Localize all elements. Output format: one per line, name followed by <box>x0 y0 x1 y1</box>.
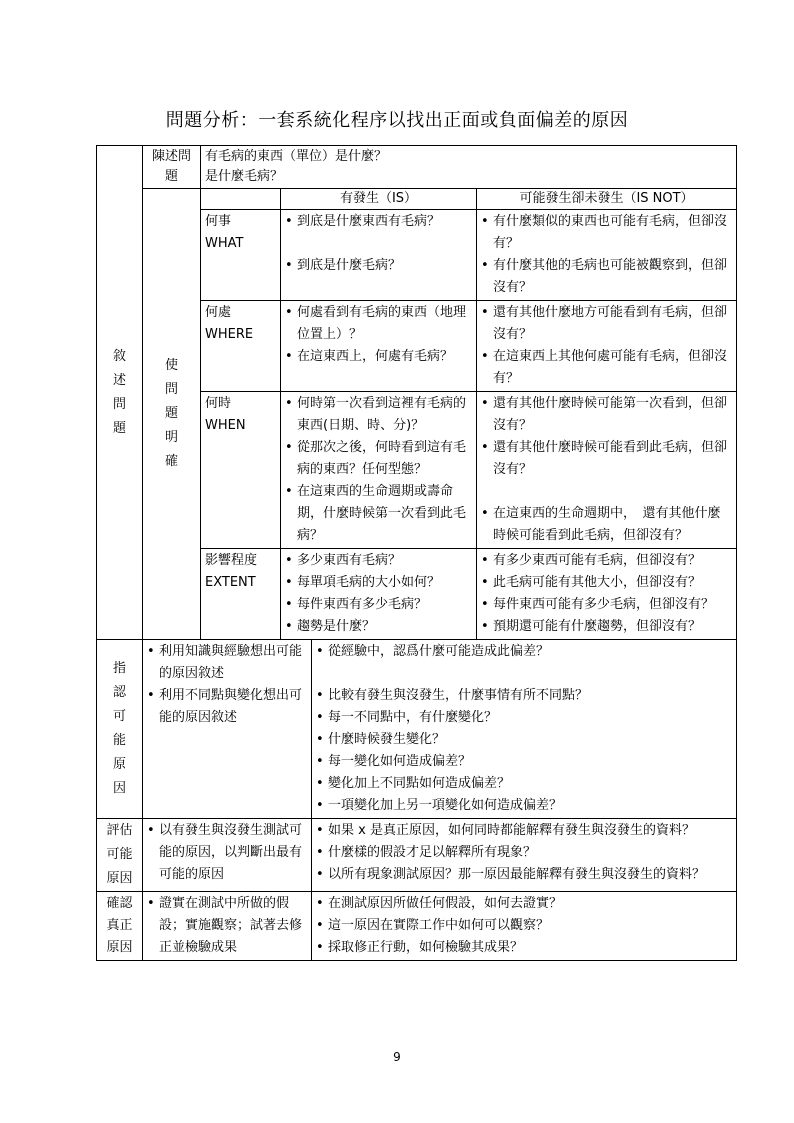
identify-question: • 每一不同點中，有什麼變化？ <box>316 707 732 729</box>
identify-question: • 比較有發生與沒發生，什麼事情有所不同點？ <box>316 685 732 707</box>
page-title: 問題分析：一套系統化程序以找出正面或負面偏差的原因 <box>165 110 629 131</box>
row-label-zh: 何時 <box>205 396 232 411</box>
header-blank <box>201 189 281 210</box>
isnot-item: • 還有其他什麼時候可能看到此毛病，但卻沒有？ <box>481 437 732 481</box>
is-cell <box>281 549 477 640</box>
is-item: • 在這東西的生命週期或壽命期，什麼時候第一次看到此毛病？ <box>285 481 472 547</box>
is-item: • 多少東西有毛病？ <box>285 550 472 572</box>
evaluate-question: • 什麼樣的假設才足以解釋所有現象？ <box>316 842 732 864</box>
row-label-zh: 影響程度 <box>205 553 258 568</box>
row-label-where <box>201 301 281 392</box>
evaluate-question: • 如果 x 是真正原因，如何同時都能解釋有發生與沒發生的資料？ <box>316 820 732 842</box>
isnot-item: • 有什麼類似的東西也可能有毛病，但卻沒有？ <box>481 211 732 255</box>
header-isnot: 可能發生卻未發生（IS NOT） <box>477 189 737 210</box>
evaluate-label: 評估可能原因 <box>106 823 133 886</box>
isnot-item: • 預期還可能有什麼趨勢，但卻沒有？ <box>481 616 732 638</box>
isnot-item: • 有什麼其他的毛病也可能被觀察到，但卻沒有？ <box>481 255 732 299</box>
statement-label: 陳述問題 <box>143 146 201 189</box>
row-label-en: WHEN <box>205 418 246 433</box>
row-identify <box>97 640 737 819</box>
section-label-evaluate <box>97 819 143 892</box>
row-evaluate <box>97 819 737 892</box>
statement-line: 是什麼毛病？ <box>205 169 284 184</box>
row-label-when <box>201 392 281 549</box>
isnot-item: • 還有其他什麼地方可能看到有毛病，但卻沒有？ <box>481 302 732 346</box>
row-label-extent <box>201 549 281 640</box>
is-item: • 在這東西上，何處有毛病？ <box>285 346 472 368</box>
isnot-cell <box>477 210 737 301</box>
evaluate-right <box>312 819 737 892</box>
column-header-row <box>97 189 737 210</box>
identify-right <box>312 640 737 819</box>
confirm-method: • 證實在測試中所做的假設；實施觀察；試著去修正並檢驗成果 <box>147 893 307 959</box>
identify-method: • 利用知識與經驗想出可能的原因敘述 <box>147 641 307 685</box>
row-label-en: EXTENT <box>205 575 256 590</box>
statement-cell <box>201 146 737 189</box>
is-item: • 到底是什麼毛病？ <box>285 255 472 277</box>
isnot-item: • 有多少東西可能有毛病，但卻沒有？ <box>481 550 732 572</box>
identify-question: • 變化加上不同點如何造成偏差？ <box>316 773 732 795</box>
confirm-question: • 採取修正行動，如何檢驗其成果？ <box>316 937 732 959</box>
evaluate-question: • 以所有現象測試原因？那一原因最能解釋有發生與沒發生的資料？ <box>316 864 732 886</box>
evaluate-left <box>143 819 312 892</box>
row-confirm <box>97 892 737 961</box>
isnot-item: • 在這東西的生命週期中， 還有其他什麼時候可能看到此毛病，但卻沒有？ <box>481 503 732 547</box>
is-item: • 從那次之後，何時看到這有毛病的東西？任何型態？ <box>285 437 472 481</box>
row-label-zh: 何處 <box>205 305 232 320</box>
confirm-question: • 這一原因在實際工作中如何可以觀察？ <box>316 915 732 937</box>
isnot-cell <box>477 392 737 549</box>
isnot-item: • 此毛病可能有其他大小，但卻沒有？ <box>481 572 732 594</box>
is-cell <box>281 301 477 392</box>
is-cell <box>281 392 477 549</box>
is-item: • 趨勢是什麼？ <box>285 616 472 638</box>
identify-question: • 什麼時候發生變化？ <box>316 729 732 751</box>
identify-left <box>143 640 312 819</box>
confirm-question: • 在測試原因所做任何假設，如何去證實？ <box>316 893 732 915</box>
row-label-en: WHAT <box>205 236 244 251</box>
describe-label: 敘述問題 <box>112 348 126 436</box>
isnot-item: • 每件東西可能有多少毛病，但卻沒有？ <box>481 594 732 616</box>
section-label-identify <box>97 640 143 819</box>
isnot-cell <box>477 301 737 392</box>
is-item: • 何時第一次看到這裡有毛病的東西(日期、時、分)？ <box>285 393 472 437</box>
identify-label: 指認可能原因 <box>112 661 126 796</box>
row-label-what <box>201 210 281 301</box>
is-item: • 每單項毛病的大小如何？ <box>285 572 472 594</box>
row-label-zh: 何事 <box>205 214 232 229</box>
isnot-item: • 在這東西上其他何處可能有毛病，但卻沒有？ <box>481 346 732 390</box>
clarify-label-cell <box>143 189 201 640</box>
identify-question: • 從經驗中，認爲什麼可能造成此偏差？ <box>316 641 732 663</box>
is-item: • 每件東西有多少毛病？ <box>285 594 472 616</box>
problem-analysis-table <box>96 145 737 961</box>
statement-line: 有毛病的東西（單位）是什麼？ <box>205 149 388 164</box>
is-item: • 到底是什麼東西有毛病？ <box>285 211 472 233</box>
confirm-right <box>312 892 737 961</box>
isnot-cell <box>477 549 737 640</box>
is-item: • 何處看到有毛病的東西（地理位置上）？ <box>285 302 472 346</box>
section-label-describe <box>97 146 143 640</box>
confirm-left <box>143 892 312 961</box>
identify-method: • 利用不同點與變化想出可能的原因敘述 <box>147 685 307 729</box>
evaluate-method: • 以有發生與沒發生測試可能的原因，以判斷出最有可能的原因 <box>147 820 307 886</box>
confirm-label: 確認真正原因 <box>106 896 133 955</box>
clarify-label: 使問題明確 <box>164 358 178 469</box>
identify-question: • 每一變化如何造成偏差？ <box>316 751 732 773</box>
identify-question: • 一項變化加上另一項變化如何造成偏差？ <box>316 795 732 817</box>
statement-row <box>97 146 737 189</box>
page-number: 9 <box>393 1050 401 1064</box>
isnot-item: • 還有其他什麼時候可能第一次看到，但卻沒有？ <box>481 393 732 437</box>
is-cell <box>281 210 477 301</box>
section-label-confirm <box>97 892 143 961</box>
header-is: 有發生（IS） <box>281 189 477 210</box>
row-label-en: WHERE <box>205 327 254 342</box>
